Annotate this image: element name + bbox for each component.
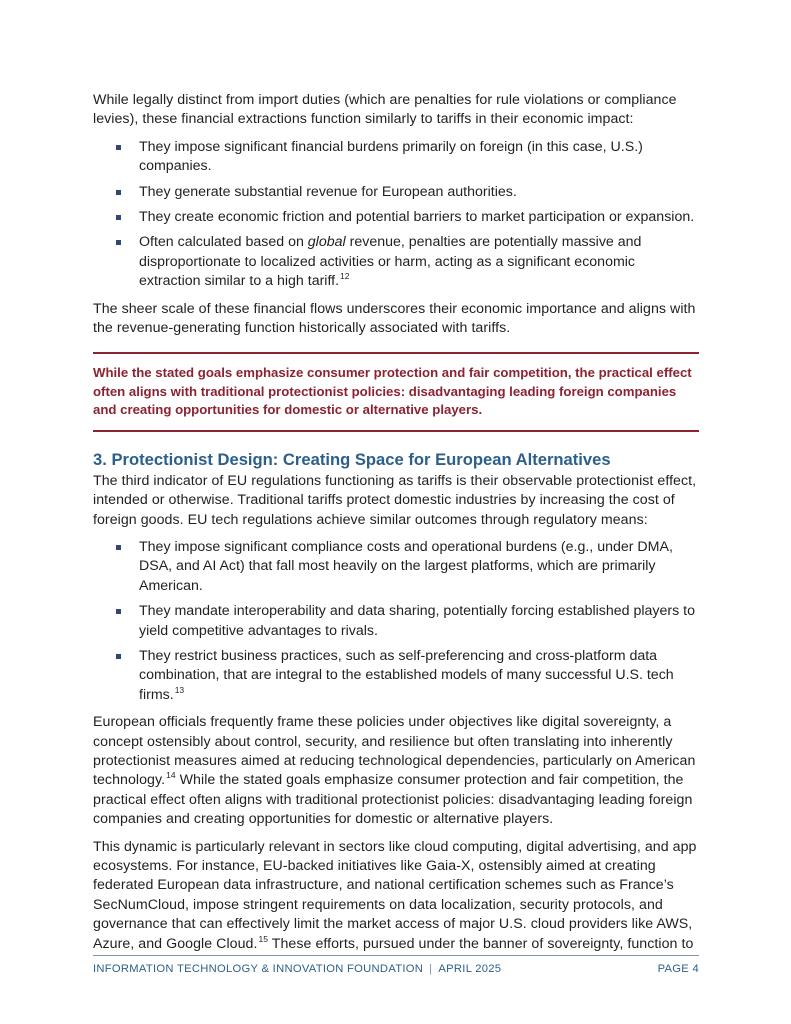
footnote-ref[interactable]: 15: [258, 933, 269, 944]
paragraph-intro: While legally distinct from import duties (which are penalties for rule violations or compliance levies), these financial extractions function similarly to tariffs in their economic impact:: [93, 92, 677, 128]
paragraph-text: These efforts, pursued under the banner of sovereignty, function to: [268, 935, 694, 952]
list-item-text-post: revenue, penalties are potentially massive and disproportionate to localized activities or harm, acting as a significant economic extraction similar to a high tariff.: [139, 234, 642, 290]
paragraph-dynamic: [93, 838, 699, 954]
paragraph-text: European officials frequently frame these policies under objectives like digital sovereignty, a concept ostensibly about control, security, and resilience but often translating into inherently protectionist measures aimed at reducing technological dependencies, particularly on American technology.: [93, 714, 696, 789]
paragraph-officials: [93, 713, 699, 829]
square-bullet-icon: [116, 240, 121, 245]
protection-bullet-list: [93, 538, 699, 705]
section-heading: 3. Protectionist Design: Creating Space for European Alternatives: [93, 449, 611, 469]
footnote-ref[interactable]: 14: [166, 770, 176, 781]
list-item-text: They impose significant financial burdens primarily on foreign (in this case, U.S.) companies.: [139, 138, 643, 175]
list-item: [93, 208, 699, 227]
square-bullet-icon: [116, 145, 121, 150]
footer-separator: |: [429, 963, 433, 975]
list-item-text: They impose significant compliance costs and operational burdens (e.g., under DMA, DSA, and AI Act) that fall most heavily on the largest platforms, which are primarily American.: [139, 538, 673, 594]
list-item: [93, 138, 699, 177]
pull-quote: While the stated goals emphasize consumer protection and fair competition, the practical effect often aligns with traditional protectionist policies: disadvantaging leading foreign companies and creating opportunities for domestic or alternative players.: [93, 352, 699, 431]
footnote-ref[interactable]: 13: [174, 684, 185, 695]
footer-page-number: PAGE 4: [657, 963, 699, 975]
square-bullet-icon: [116, 654, 121, 659]
list-item: [93, 647, 699, 705]
square-bullet-icon: [116, 215, 121, 220]
paragraph-text: This dynamic is particularly relevant in sectors like cloud computing, digital advertising, and app ecosystems. For instance, EU-backed initiatives like Gaia-X, ostensibly aimed at creating federated European data infrastructure, and national certification schemes such as France’s SecNumCloud, impose stringent requirements on data localization, security protocols, and governance that can effectively limit the market access of major U.S. cloud providers like AWS, Azure, and Google Cloud.: [93, 838, 697, 952]
list-item-text: They mandate interoperability and data sharing, potentially forcing established players to yield competitive advantages to rivals.: [139, 603, 696, 639]
page-footer: [93, 963, 699, 975]
list-item: [93, 233, 699, 291]
footer-date: APRIL 2025: [438, 963, 502, 975]
impact-bullet-list: [93, 138, 699, 292]
list-item: [93, 538, 699, 596]
list-item: [93, 183, 699, 202]
list-item-text-pre: Often calculated based on: [139, 234, 308, 251]
page-content: [93, 91, 699, 962]
footer-org: INFORMATION TECHNOLOGY & INNOVATION FOUNDATION: [93, 963, 424, 975]
paragraph-text: While the stated goals emphasize consumer protection and fair competition, the practical effect often aligns with traditional protectionist policies: disadvantaging leading foreign companies and creating opportunities for domestic or alternative players.: [93, 772, 693, 828]
footnote-ref[interactable]: 12: [340, 271, 350, 282]
list-item-text: They restrict business practices, such as self-preferencing and cross-platform data combination, that are integral to the established models of many successful U.S. tech firms.: [139, 647, 674, 703]
square-bullet-icon: [116, 190, 121, 195]
list-item: [93, 602, 699, 641]
square-bullet-icon: [116, 545, 121, 550]
list-item-text: They generate substantial revenue for European authorities.: [139, 183, 517, 200]
emphasis-text: global: [307, 234, 346, 251]
footer-left: [93, 963, 501, 975]
paragraph-scale: The sheer scale of these financial flows underscores their economic importance and aligns with the revenue-generating function historically associated with tariffs.: [93, 300, 696, 337]
list-item-text: They create economic friction and potential barriers to market participation or expansion.: [139, 209, 695, 226]
footer-divider: [93, 955, 699, 956]
paragraph-third-indicator: The third indicator of EU regulations functioning as tariffs is their observable protectionist effect, intended or otherwise. Traditional tariffs protect domestic industries by increasing the cost of foreign goods. EU tech regulations achieve similar outcomes through regulatory means:: [93, 472, 697, 528]
square-bullet-icon: [116, 609, 121, 614]
